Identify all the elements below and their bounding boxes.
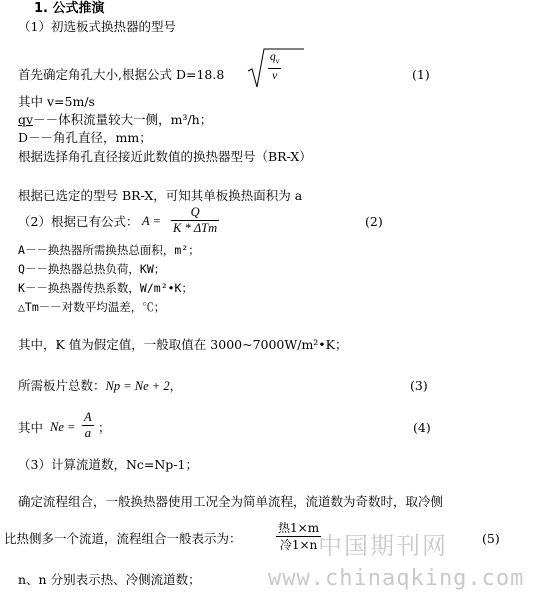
section-heading bbox=[34, 1, 105, 16]
fraction-4-numerator: A bbox=[84, 410, 92, 424]
formula-3-label: 所需板片总数： bbox=[18, 378, 106, 393]
formula-5-label: 比热侧多一个流道，流程组合一般表示为： bbox=[4, 531, 242, 546]
fraction-5-numerator: 热1×m bbox=[278, 521, 320, 535]
definition-heat-load: Q－－换热器总热负荷，KW； bbox=[18, 262, 166, 276]
formula-3-expression: Np = Ne + 2 bbox=[105, 379, 170, 393]
definition-coefficient: K－－换热器传热系数，W/m²•K； bbox=[18, 281, 193, 295]
watermark-chinese: 中国期刊网 bbox=[318, 532, 448, 560]
qv-definition bbox=[18, 112, 212, 127]
formula-4-label: 其中 bbox=[18, 420, 44, 435]
fraction-4-denominator: a bbox=[84, 426, 91, 440]
equation-number-5: (5) bbox=[482, 531, 500, 546]
model-selection-note: 根据选择角孔直径接近此数值的换热器型号（BR-X） bbox=[18, 149, 312, 164]
subheading-1: （1）初选板式换热器的型号 bbox=[18, 19, 176, 34]
fraction-2-numerator: Q bbox=[171, 205, 219, 221]
equation-number-4: (4) bbox=[413, 420, 431, 435]
definition-temperature: △Tm－－对数平均温差，℃； bbox=[18, 300, 166, 314]
flow-combination-paragraph: 确定流程组合，一般换热器使用工况全为简单流程，流道数为奇数时，取冷侧 bbox=[18, 494, 444, 509]
fraction-1-numerator-sub: v bbox=[275, 56, 280, 66]
formula-3-trail: ， bbox=[169, 378, 183, 393]
formula-2-line: （2）根据已有公式： A = Q K * ΔTm (2) bbox=[18, 205, 383, 235]
formula-2-label: （2）根据已有公式： bbox=[18, 214, 139, 229]
formula-2-lhs: A bbox=[142, 214, 150, 228]
subheading-3: （3）计算流道数，Nc=Np-1； bbox=[18, 457, 198, 472]
formula-1-intro: 首先确定角孔大小,根据公式 D=18.8 bbox=[18, 67, 225, 82]
formula-3-line bbox=[18, 378, 518, 394]
k-value-note: 其中，K 值为假定值，一般取值在 3000~7000W/m²•K； bbox=[18, 337, 348, 352]
watermark-url: www.chinaqking.com bbox=[268, 566, 525, 591]
equation-number-3: (3) bbox=[410, 378, 428, 393]
fraction-2-denominator: K * ΔTm bbox=[173, 221, 218, 235]
equation-number-2: (2) bbox=[365, 214, 383, 229]
v-definition: 其中 v=5m/s bbox=[18, 94, 95, 109]
d-definition: D－－角孔直径，mm； bbox=[18, 130, 152, 145]
equation-number-1: (1) bbox=[412, 67, 430, 82]
qv-description: －－体积流量较大一侧，m³/h； bbox=[33, 112, 213, 127]
formula-1-line bbox=[18, 47, 518, 87]
formula-4-line: 其中 Ne = $\frac{A}{a}$ ； (4) bbox=[18, 410, 431, 440]
section-number: 1. bbox=[34, 1, 48, 16]
fraction-1-denominator: v bbox=[272, 70, 278, 83]
definition-area: A－－换热器所需换热总面积，m²； bbox=[18, 243, 200, 257]
fraction-5-denominator: 冷1×n bbox=[279, 538, 318, 552]
formula-5-line bbox=[4, 520, 534, 554]
fraction-1-numerator: q bbox=[270, 51, 276, 63]
section-title: 公式推演 bbox=[52, 1, 105, 16]
formula-4-lhs: Ne bbox=[50, 420, 64, 434]
qv-symbol: qv bbox=[18, 112, 34, 127]
flow-count-note: n、n 分别表示热、冷侧流道数； bbox=[18, 572, 201, 587]
known-model-line: 根据已选定的型号 BR-X，可知其单板换热面积为 a bbox=[18, 188, 303, 203]
formula-4-trail: ； bbox=[98, 420, 111, 435]
